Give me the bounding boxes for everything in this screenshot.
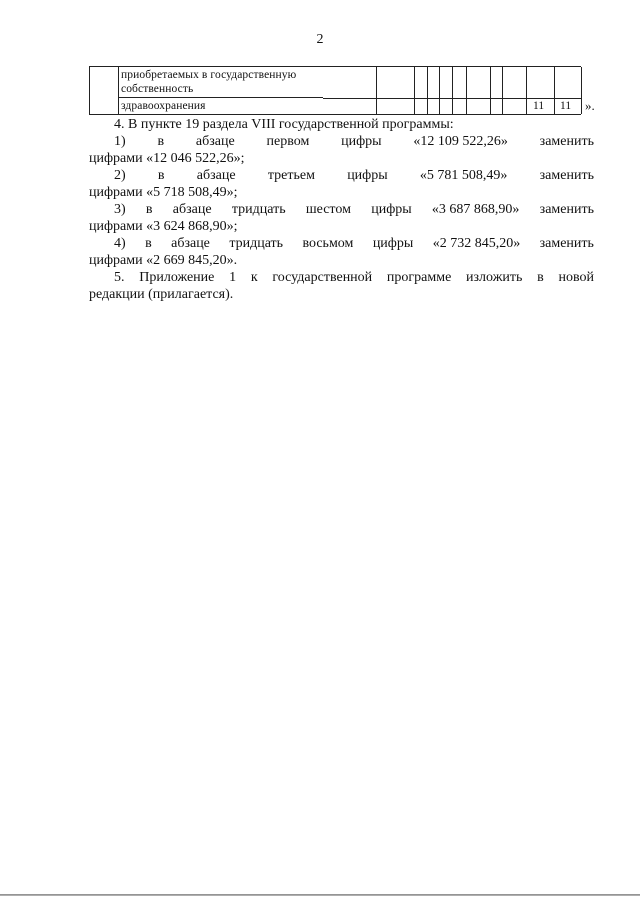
word: программе xyxy=(386,270,452,285)
word: цифрами «12 046 522,26»; xyxy=(89,151,245,166)
table-col-divider xyxy=(581,67,582,114)
word: третьем xyxy=(267,168,315,183)
word: «5 781 508,49» xyxy=(419,168,508,183)
paragraph xyxy=(89,269,594,303)
word: первом xyxy=(266,134,310,149)
word: «12 109 522,26» xyxy=(413,134,508,149)
table-cell-line: собственность xyxy=(121,83,194,95)
table-col-divider xyxy=(466,67,467,114)
word: заменить xyxy=(539,236,594,251)
word: цифры xyxy=(372,236,414,251)
table-cell-value: 11 xyxy=(560,100,572,112)
table-col-divider xyxy=(526,67,527,114)
word: редакции (прилагается). xyxy=(89,287,234,302)
paragraph xyxy=(89,235,594,269)
word: государственной xyxy=(272,270,373,285)
text-line xyxy=(89,133,594,150)
word: шестом xyxy=(305,202,351,217)
paragraph xyxy=(89,167,594,201)
text-line xyxy=(89,269,594,286)
word: изложить xyxy=(466,270,523,285)
page-number: 2 xyxy=(316,32,324,47)
text-line xyxy=(89,116,594,133)
table-cell-line: приобретаемых в государственную xyxy=(121,69,297,81)
word: абзаце xyxy=(172,202,212,217)
word: цифры xyxy=(371,202,412,217)
table-col-divider xyxy=(452,67,453,114)
table-row-divider xyxy=(118,97,323,98)
word: заменить xyxy=(539,168,594,183)
word: цифры xyxy=(347,168,388,183)
word: новой xyxy=(558,270,594,285)
word: цифрами «2 669 845,20». xyxy=(89,253,238,268)
table-col-divider xyxy=(118,67,119,114)
word: 1 xyxy=(229,270,237,285)
text-line xyxy=(89,184,594,201)
word: в xyxy=(537,270,544,285)
word: цифры xyxy=(341,134,382,149)
text-line xyxy=(89,252,594,269)
table-col-divider xyxy=(490,67,491,114)
word: к xyxy=(250,270,258,285)
table-col-divider xyxy=(427,67,428,114)
paragraph xyxy=(89,201,594,235)
word: 1) xyxy=(114,134,126,149)
word: 5. xyxy=(114,270,125,285)
text-line xyxy=(89,201,594,218)
word: Приложение xyxy=(139,270,215,285)
word: «3 687 868,90» xyxy=(431,202,520,217)
table-row-divider xyxy=(323,98,582,99)
closing-quote: ». xyxy=(585,98,595,113)
text-line xyxy=(89,150,594,167)
table-cell-line: здравоохранения xyxy=(121,100,206,112)
word: тридцать xyxy=(231,202,286,217)
document-body xyxy=(89,116,594,303)
word: абзаце xyxy=(171,236,210,251)
word: цифрами «3 624 868,90»; xyxy=(89,219,238,234)
table-fragment xyxy=(89,66,581,115)
word: в xyxy=(145,236,152,251)
word: тридцать xyxy=(229,236,284,251)
word: 4. В пункте 19 раздела VIII государственной программы: xyxy=(114,117,454,132)
word: 2) xyxy=(114,168,126,183)
table-col-divider xyxy=(376,67,377,114)
text-line xyxy=(89,167,594,184)
word: заменить xyxy=(539,202,594,217)
text-line xyxy=(89,286,594,303)
word: в xyxy=(157,134,165,149)
word: «2 732 845,20» xyxy=(432,236,521,251)
table-col-divider xyxy=(414,67,415,114)
word: в xyxy=(145,202,153,217)
table-col-divider xyxy=(554,67,555,114)
word: 3) xyxy=(114,202,126,217)
table-col-divider xyxy=(502,67,503,114)
word: абзаце xyxy=(195,134,235,149)
paragraph xyxy=(89,116,594,133)
word: заменить xyxy=(539,134,594,149)
table-cell-value: 11 xyxy=(533,100,545,112)
word: цифрами «5 718 508,49»; xyxy=(89,185,238,200)
paragraph xyxy=(89,133,594,167)
word: абзаце xyxy=(196,168,236,183)
table-col-divider xyxy=(439,67,440,114)
text-line xyxy=(89,235,594,252)
word: восьмом xyxy=(302,236,354,251)
footer-rule xyxy=(0,894,640,896)
word: в xyxy=(157,168,165,183)
text-line xyxy=(89,218,594,235)
word: 4) xyxy=(114,236,126,251)
